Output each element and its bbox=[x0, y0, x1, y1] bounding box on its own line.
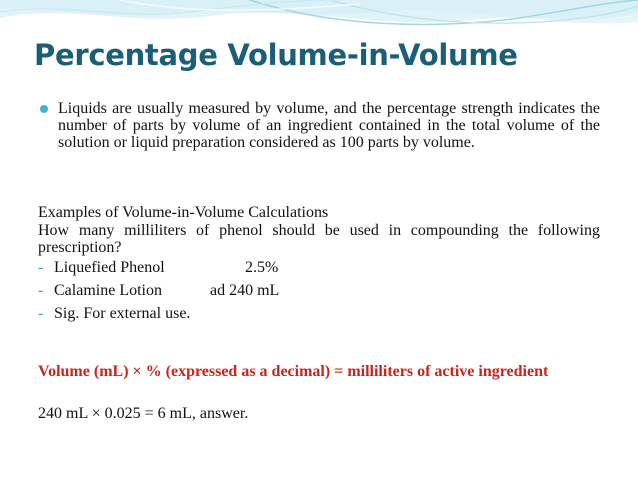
question-text: How many milliliters of phenol should be used in compounding the following prescription? bbox=[38, 222, 600, 256]
answer-text: 240 mL × 0.025 = 6 mL, answer. bbox=[38, 405, 249, 422]
prescription-item bbox=[38, 302, 600, 325]
prescription-instruction: Sig. For external use. bbox=[54, 305, 191, 322]
dash-marker: - bbox=[38, 305, 44, 322]
dash-marker: - bbox=[38, 282, 44, 299]
prescription-amount: 2.5% bbox=[245, 259, 279, 276]
bullet-text: Liquids are usually measured by volume, and the percentage strength indicates the number of parts by volume of an ingredient contained in the total volume of the solution or liquid preparation considered as 100 parts by volume. bbox=[58, 100, 600, 151]
prescription-item bbox=[38, 279, 600, 302]
prescription-list bbox=[38, 256, 600, 325]
prescription-item bbox=[38, 256, 600, 279]
prescription-amount: ad 240 mL bbox=[210, 282, 280, 299]
examples-section bbox=[38, 203, 600, 325]
examples-heading: Examples of Volume-in-Volume Calculations bbox=[38, 204, 329, 221]
slide-title: Percentage Volume-in-Volume bbox=[34, 38, 518, 72]
dash-marker: - bbox=[38, 259, 44, 276]
formula-text: Volume (mL) × % (expressed as a decimal) = milliliters of active ingredient bbox=[38, 363, 549, 380]
bullet-dot-icon bbox=[40, 105, 48, 113]
prescription-ingredient: Calamine Lotion bbox=[54, 282, 162, 299]
prescription-ingredient: Liquefied Phenol bbox=[54, 259, 165, 276]
